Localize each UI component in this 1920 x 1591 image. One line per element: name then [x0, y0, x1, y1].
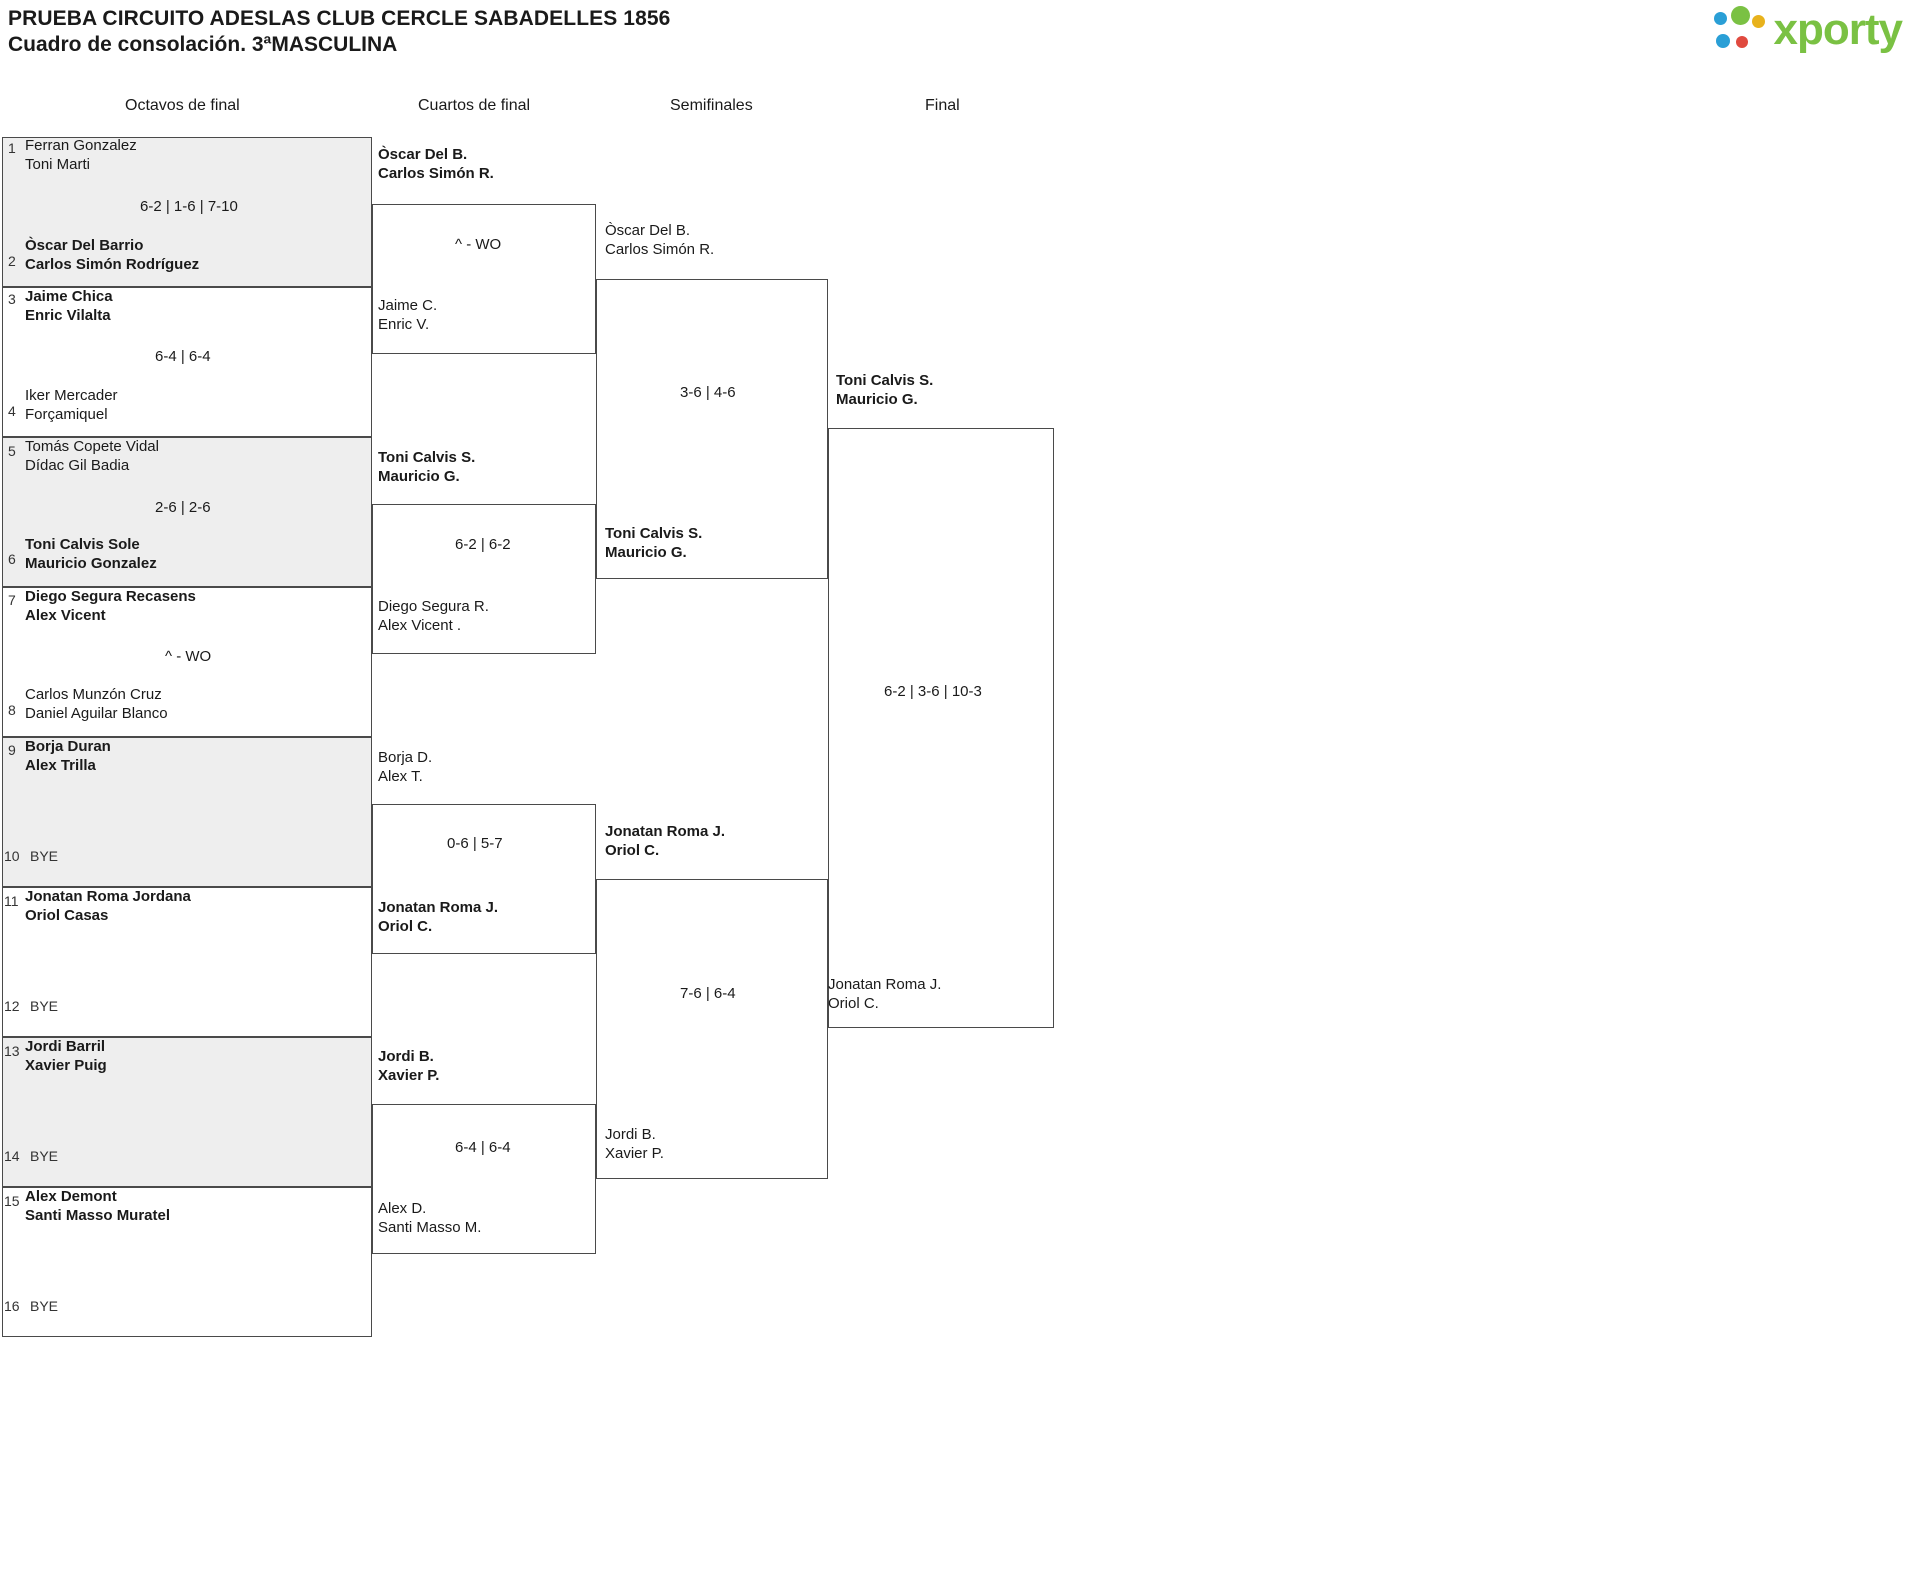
- seed-number: 11: [4, 893, 19, 909]
- r16-team-11: Jonatan Roma Jordana Oriol Casas: [25, 888, 191, 924]
- qf-team-8: Alex D. Santi Masso M.: [378, 1200, 482, 1236]
- qf-team-6: Jonatan Roma J. Oriol C.: [378, 899, 499, 935]
- qf-team-1: Òscar Del B. Carlos Simón R.: [378, 146, 494, 182]
- seed-number: 9: [8, 742, 16, 758]
- seed-number: 10: [4, 848, 20, 864]
- r16-bye-12: BYE: [30, 998, 59, 1014]
- r16-score-4: ^ - WO: [165, 648, 212, 665]
- seed-number: 1: [8, 140, 16, 156]
- r16-team-6: Toni Calvis Sole Mauricio Gonzalez: [25, 536, 157, 572]
- qf-score-3: 0-6 | 5-7: [447, 835, 503, 852]
- final-connector: [828, 428, 1054, 1028]
- qf-team-5: Borja D. Alex T.: [378, 749, 433, 785]
- qf-team-3: Toni Calvis S. Mauricio G.: [378, 449, 476, 485]
- r16-score-2: 6-4 | 6-4: [155, 348, 211, 365]
- seed-number: 4: [8, 403, 16, 419]
- r16-team-4: Iker Mercader Forçamiquel: [25, 387, 118, 423]
- r16-team-9: Borja Duran Alex Trilla: [25, 738, 111, 774]
- page-title: [8, 6, 670, 58]
- r16-team-13: Jordi Barril Xavier Puig: [25, 1038, 107, 1074]
- round-heading-octavos: Octavos de final: [125, 97, 240, 114]
- r16-score-1: 6-2 | 1-6 | 7-10: [140, 198, 238, 215]
- seed-number: 7: [8, 592, 16, 608]
- qf-score-4: 6-4 | 6-4: [455, 1139, 511, 1156]
- r16-bye-16: BYE: [30, 1298, 59, 1314]
- sf-score-1: 3-6 | 4-6: [680, 384, 736, 401]
- r16-team-5: Tomás Copete Vidal Dídac Gil Badia: [25, 438, 159, 474]
- xporty-logo: [1714, 6, 1902, 54]
- seed-number: 6: [8, 551, 16, 567]
- round-heading-final: Final: [925, 97, 960, 114]
- r16-team-3: Jaime Chica Enric Vilalta: [25, 288, 113, 324]
- final-team-2: Jonatan Roma J. Oriol C.: [828, 976, 942, 1012]
- seed-number: 3: [8, 291, 16, 307]
- sf-score-2: 7-6 | 6-4: [680, 985, 736, 1002]
- sf-team-1: Òscar Del B. Carlos Simón R.: [605, 222, 715, 258]
- final-team-1: Toni Calvis S. Mauricio G.: [836, 372, 934, 408]
- logo-dots-icon: [1714, 6, 1766, 54]
- r16-score-3: 2-6 | 2-6: [155, 499, 211, 516]
- round-heading-cuartos: Cuartos de final: [418, 97, 531, 114]
- sf-team-4: Jordi B. Xavier P.: [605, 1126, 664, 1162]
- draw-subtitle: Cuadro de consolación. 3ªMASCULINA: [8, 33, 398, 56]
- r16-team-2: Òscar Del Barrio Carlos Simón Rodríguez: [25, 237, 200, 273]
- qf-team-2: Jaime C. Enric V.: [378, 297, 438, 333]
- qf-score-1: ^ - WO: [455, 236, 502, 253]
- r16-team-7: Diego Segura Recasens Alex Vicent: [25, 588, 196, 624]
- sf-team-3: Jonatan Roma J. Oriol C.: [605, 823, 726, 859]
- seed-number: 16: [4, 1298, 20, 1314]
- qf-score-2: 6-2 | 6-2: [455, 536, 511, 553]
- r16-bye-14: BYE: [30, 1148, 59, 1164]
- qf-team-4: Diego Segura R. Alex Vicent .: [378, 598, 489, 634]
- seed-number: 8: [8, 702, 16, 718]
- seed-number: 12: [4, 998, 20, 1014]
- r16-team-1: Ferran Gonzalez Toni Marti: [25, 137, 137, 173]
- seed-number: 15: [4, 1193, 20, 1209]
- r16-bye-10: BYE: [30, 848, 59, 864]
- tournament-title: PRUEBA CIRCUITO ADESLAS CLUB CERCLE SABADELLES 1856: [8, 7, 671, 30]
- logo-wordmark: xporty: [1773, 5, 1902, 54]
- seed-number: 2: [8, 253, 16, 269]
- r16-team-15: Alex Demont Santi Masso Muratel: [25, 1188, 171, 1224]
- seed-number: 5: [8, 443, 16, 459]
- seed-number: 14: [4, 1148, 20, 1164]
- round-heading-semifinales: Semifinales: [670, 97, 753, 114]
- seed-number: 13: [4, 1043, 20, 1059]
- final-score: 6-2 | 3-6 | 10-3: [884, 683, 982, 700]
- r16-team-8: Carlos Munzón Cruz Daniel Aguilar Blanco: [25, 686, 168, 722]
- sf-team-2: Toni Calvis S. Mauricio G.: [605, 525, 703, 561]
- qf-team-7: Jordi B. Xavier P.: [378, 1048, 440, 1084]
